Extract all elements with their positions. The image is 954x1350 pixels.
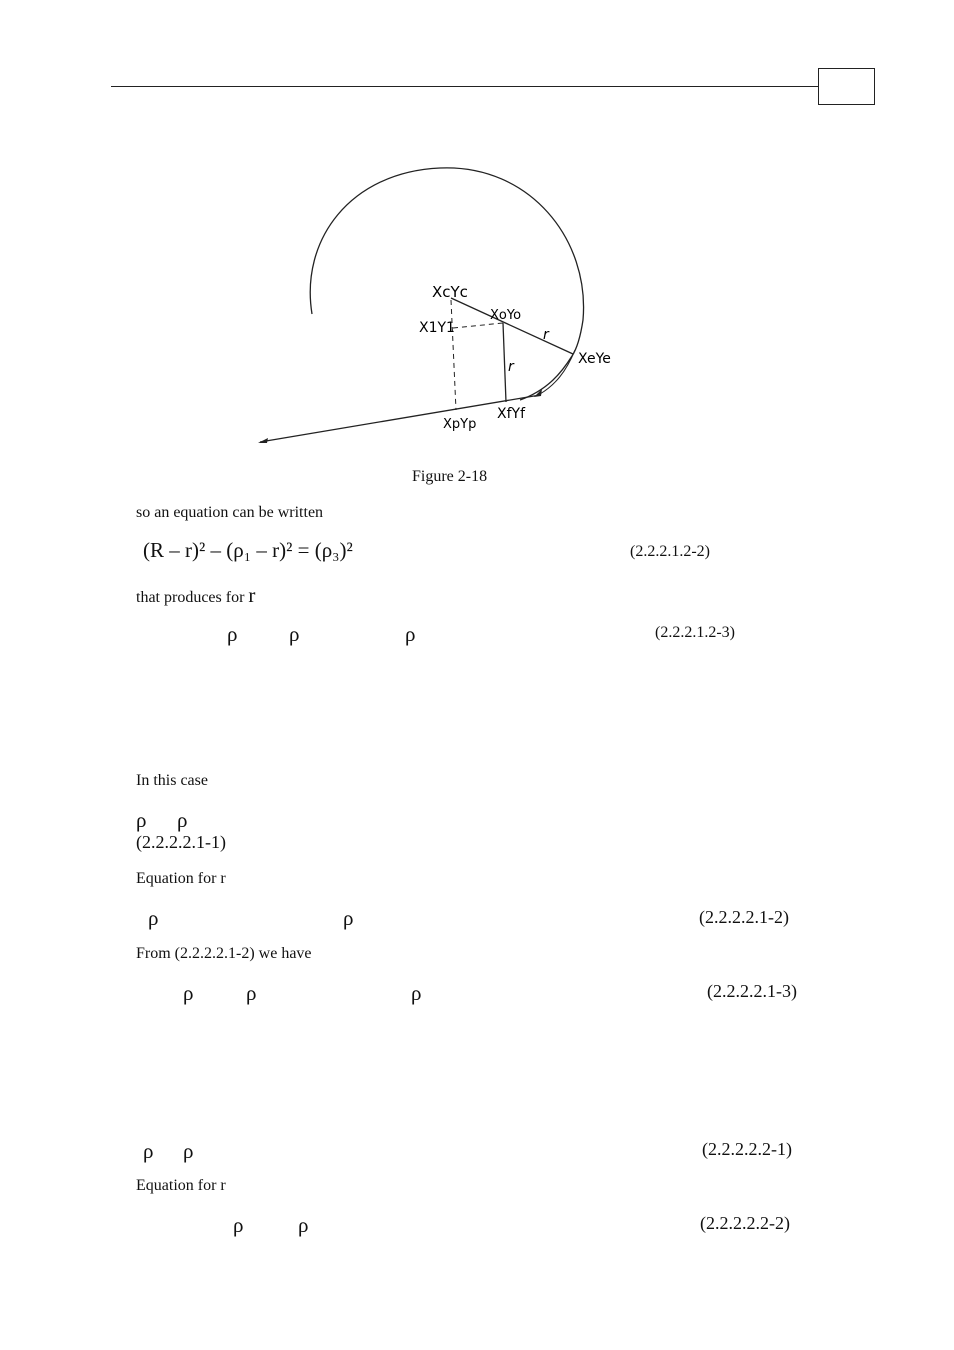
equation-number-2-1-1: (2.2.2.2.1-1)	[136, 832, 226, 852]
equation-for-r-heading-1: Equation for r	[136, 870, 226, 887]
dashed-vertical	[451, 300, 456, 410]
arrow-head	[258, 438, 268, 443]
figure-caption: Figure 2-18	[412, 468, 488, 485]
rho-symbol: ρ	[246, 981, 257, 1005]
rho-symbol: ρ	[298, 1213, 309, 1237]
equation-for-r-heading-2: Equation for r	[136, 1177, 226, 1194]
equation-main: (R – r)² – (ρ₁ – r)² = (ρ₃)²	[143, 538, 353, 562]
produces-r: r	[248, 583, 256, 607]
label-x1-y1: X1Y1	[419, 320, 455, 336]
rho-symbol: ρ	[343, 906, 354, 930]
equation-number-2-1-3: (2.2.2.2.1-3)	[707, 981, 797, 1001]
rho-symbol: ρ	[289, 622, 300, 646]
equation-number-2-2-1: (2.2.2.2.2-1)	[702, 1139, 792, 1159]
center-radius-line	[451, 298, 573, 354]
rho-symbol: ρ	[411, 981, 422, 1005]
rho-symbol: ρ	[148, 906, 159, 930]
rho-symbol: ρ	[177, 808, 188, 832]
inner-arc-2	[540, 350, 575, 394]
label-xc-yc: XcYc	[432, 283, 468, 301]
rho-symbol: ρ	[183, 981, 194, 1005]
produces-label: that produces for	[136, 589, 249, 606]
label-xp-yp: XpYp	[443, 417, 477, 432]
equation-number-1-2-2: (2.2.2.1.2-2)	[630, 543, 710, 560]
rho-symbol: ρ	[233, 1213, 244, 1237]
radius-r-line	[503, 323, 506, 402]
rho-symbol: ρ	[183, 1139, 194, 1163]
dashed-horizontal	[453, 323, 503, 328]
inner-arc	[520, 356, 572, 400]
label-xf-yf: XfYf	[497, 406, 525, 422]
equation-number-2-2-2: (2.2.2.2.2-2)	[700, 1213, 790, 1233]
rho-symbol: ρ	[227, 622, 238, 646]
rho-symbol: ρ	[136, 808, 147, 832]
label-r-vertical: r	[508, 359, 514, 375]
rho-symbol: ρ	[143, 1139, 154, 1163]
in-this-case-text: In this case	[136, 772, 208, 789]
equation-number-1-2-3: (2.2.2.1.2-3)	[655, 624, 735, 641]
label-xo-yo: XoYo	[490, 308, 522, 323]
label-xe-ye: XeYe	[578, 351, 611, 367]
rho-symbol: ρ	[405, 622, 416, 646]
intro-text: so an equation can be written	[136, 504, 324, 521]
from-text: From (2.2.2.2.1-2) we have	[136, 945, 312, 962]
produces-text	[136, 583, 255, 608]
equation-number-2-1-2: (2.2.2.2.1-2)	[699, 907, 789, 927]
figure-2-18	[0, 0, 954, 470]
label-r-upper: r	[543, 327, 549, 343]
